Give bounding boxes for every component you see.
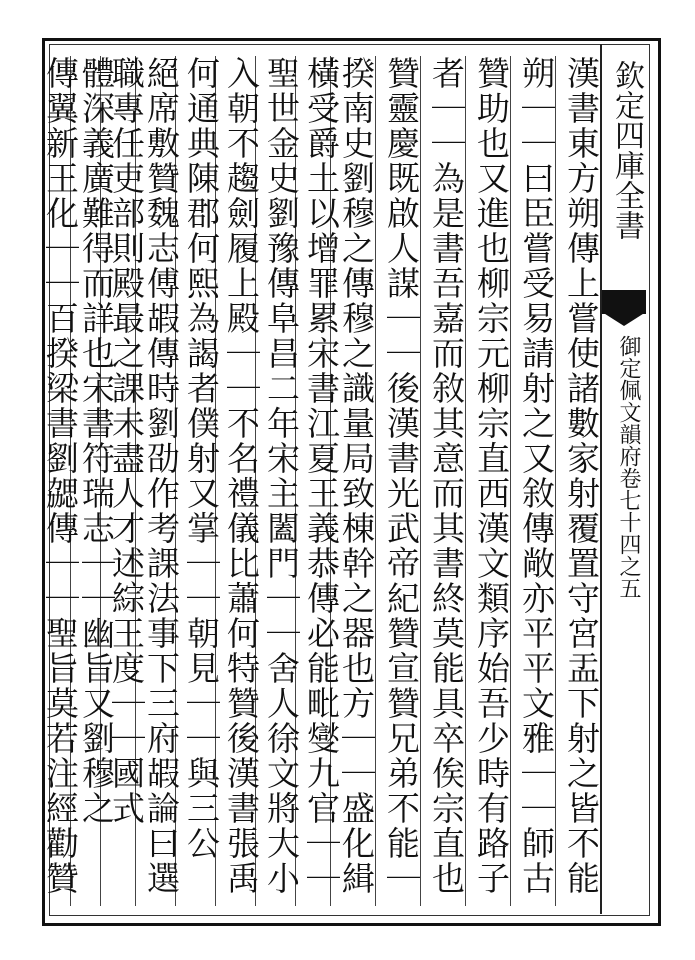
text-column: 傳翼新王化｜｜百揆梁書劉勰傳｜｜聖旨莫若注經勸贊 xyxy=(41,56,80,896)
text-column: 贊助也又進也柳宗元柳宗直西漢文類序始吾少時有路子 xyxy=(465,56,516,906)
spine-title: 欽定四庫全書 xyxy=(609,60,644,240)
fishtail-mark xyxy=(602,290,646,314)
text-column: 絕席敷贊魏志傅嘏傳時劉劭作考課法事下三府嘏論曰選 xyxy=(135,56,186,906)
text-column: 何通典陳郡何熙為謁者僕射又掌｜｜朝見｜｜與三公 xyxy=(175,56,226,906)
text-column: 入朝不趨劍履上殿｜｜不名禮儀比蕭何特贊後漢書張禹 xyxy=(215,56,266,906)
text-column: 漢書東方朔傳上嘗使諸數家射覆置守宮盂下射之皆不能 xyxy=(555,56,606,906)
text-column: 者｜｜為是書吾嘉而敘其意而其書終莫能具卒俟宗直也 xyxy=(420,56,471,906)
fishtail-notch xyxy=(602,312,646,326)
text-column: 職專任吏部則殿最之課未盡人才述綜王度｜｜國式 xyxy=(100,56,151,906)
text-column: 揆南史劉穆之傳穆之識量局致棟幹之器也方｜｜盛化緝 xyxy=(330,56,381,906)
text-columns xyxy=(41,52,601,912)
text-column: 橫受爵土以增罪累宋書江夏王義恭傳必能毗燮九官｜｜ xyxy=(295,56,346,906)
text-column: 朔｜｜曰臣嘗受易請射之又敘傳敞亦平平文雅｜｜師古 xyxy=(510,56,561,906)
text-column: 體深義廣難得而詳也宋書符瑞志｜｜幽旨又劉穆之 xyxy=(70,56,121,906)
text-column: 聖世金史劉豫傳阜昌二年宋主闔門｜｜舍人徐文將大小 xyxy=(255,56,306,906)
spine-volume: 御定佩文韻府卷七十四之五 xyxy=(616,335,641,599)
text-column: 贊靈慶既啟人謀｜｜後漢書光武帝紀贊宣贊兄弟不能｜ xyxy=(375,56,426,906)
